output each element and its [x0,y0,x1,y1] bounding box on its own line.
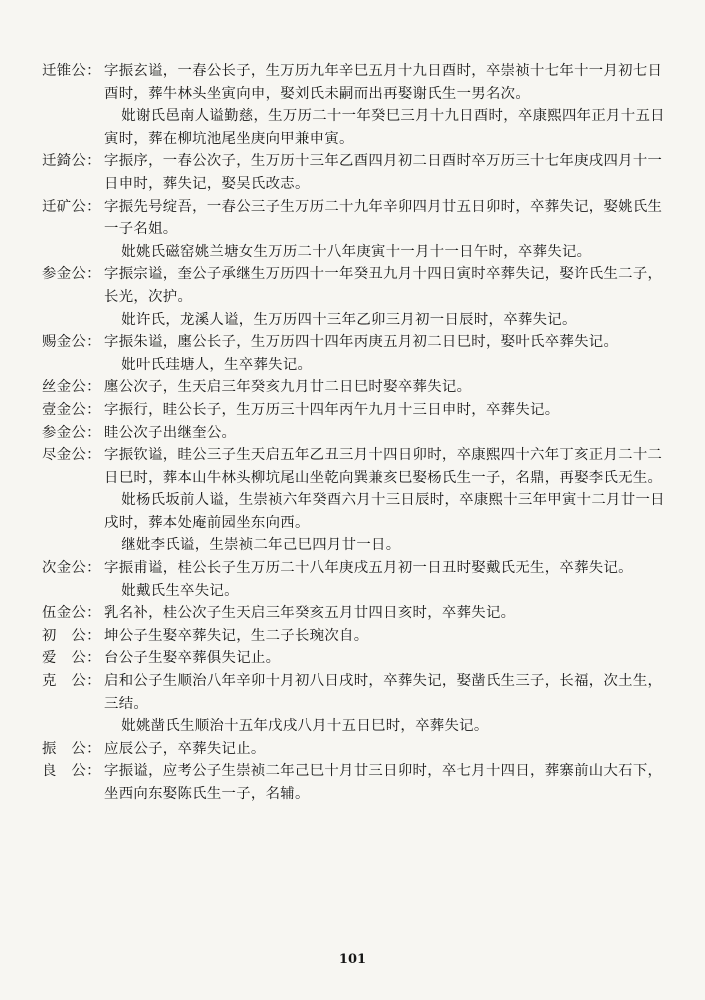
entry-main-line [42,760,674,805]
entry-main-line [42,602,674,625]
genealogy-entry [42,422,674,445]
entry-text: 字振玄谥，一春公长子，生万历九年辛巳五月十九日酉时，卒崇祯十七年十一月初七日酉时，葬牛林头坐寅向申，娶刘氏未嗣而出再娶谢氏生一男名次。 [104,63,663,102]
entry-name: 伍金公： [42,605,101,622]
entry-note: 妣戴氏生卒失记。 [121,582,239,599]
genealogy-entry [42,602,674,625]
entry-main-line [42,263,674,308]
entry-note: 妣叶氏珪塘人，生卒葬失记。 [121,356,313,373]
entry-name: 迁矿公： [42,198,101,215]
entry-name: 迁錡公： [42,153,101,170]
genealogy-entry [42,376,674,399]
entry-text: 廛公次子，生天启三年癸亥九月廿二日巳时娶卒葬失记。 [104,379,472,396]
entry-note: 妣姚凿氏生顺治十五年戊戌八月十五日巳时，卒葬失记。 [121,718,489,735]
entry-name: 次金公： [42,560,101,577]
entry-main-line [42,60,674,105]
entry-name: 良 公： [42,763,101,780]
entry-name: 克 公： [42,673,101,690]
genealogy-entry [42,444,674,557]
entry-main-line [42,196,674,241]
entry-main-line [42,670,674,715]
entry-name: 赐金公： [42,334,101,351]
genealogy-entry [42,760,674,805]
entry-name: 爱 公： [42,650,101,667]
entry-text: 字振先号绽吾，一春公三子生万历二十九年辛卯四月廿五日卯时，卒葬失记，娶姚氏生一子名姐。 [104,198,663,238]
entry-main-line [42,625,674,648]
entry-name: 参金公： [42,266,101,283]
genealogy-entries [42,60,674,806]
entry-text: 字振宗谥，奎公子承继生万历四十一年癸丑九月十四日寅时卒葬失记，娶许氏生二子，长光，次护。 [104,266,663,305]
genealogy-entry [42,647,674,670]
genealogy-entry [42,738,674,761]
genealogy-entry [42,399,674,422]
entry-name: 丝金公： [42,379,101,396]
entry-note: 继妣李氏谥，生崇祯二年己巳四月廿一日。 [121,537,401,554]
genealogy-entry [42,670,674,738]
genealogy-entry [42,557,674,602]
genealogy-entry [42,150,674,195]
entry-note: 妣杨氏坂前人谥，生崇祯六年癸酉六月十三日辰时，卒康熙十三年甲寅十二月廿一日戌时，葬本处庵前园坐东向西。 [104,492,665,531]
entry-main-line [42,331,674,354]
genealogy-entry [42,60,674,150]
entry-text: 字振朱谥，廛公长子，生万历四十四年丙庚五月初二日巳时，娶叶氏卒葬失记。 [104,334,619,351]
entry-main-line [42,557,674,580]
entry-name: 初 公： [42,627,101,644]
entry-note: 妣姚氏磁窑姚兰塘女生万历二十八年庚寅十一月十一日午时，卒葬失记。 [121,243,592,260]
entry-text: 坤公子生娶卒葬失记，生二子长琬次自。 [104,627,369,644]
entry-main-line [42,422,674,445]
entry-text: 字振甫谥，桂公长子生万历二十八年庚戌五月初一日丑时娶戴氏无生，卒葬失记。 [104,560,633,577]
entry-main-line [42,376,674,399]
entry-main-line [42,399,674,422]
entry-main-line [42,647,674,670]
entry-main-line [42,444,674,489]
entry-main-line [42,738,674,761]
entry-main-line [42,150,674,195]
entry-text: 乳名补，桂公次子生天启三年癸亥五月廿四日亥时，卒葬失记。 [104,605,516,622]
entry-text: 字振序，一春公次子，生万历十三年乙酉四月初二日酉时卒万历三十七年庚戌四月十一日申时，葬失记，娶吴氏改志。 [104,153,663,192]
entry-note: 妣许氏，龙溪人谥，生万历四十三年乙卯三月初一日辰时，卒葬失记。 [121,311,577,328]
entry-text: 字振钦谥，眭公三子生天启五年乙丑三月十四日卯时，卒康熙四十六年丁亥正月二十二日巳时，葬本山牛林头柳坑尾山坐乾向巽兼亥巳娶杨氏生一子，名鼎，再娶李氏无生。 [104,447,663,486]
entry-name: 参金公： [42,424,101,441]
page-number: 101 [338,952,367,967]
entry-text: 字振行，眭公长子，生万历三十四年丙午九月十三日申时，卒葬失记。 [104,401,560,418]
entry-text: 字振谥，应考公子生崇祯二年己巳十月廿三日卯时，卒七月十四日，葬寨前山大石下，坐西向东娶陈氏生一子，名辅。 [104,763,663,802]
entry-name: 壹金公： [42,401,101,418]
entry-name: 尽金公： [42,447,101,464]
genealogy-entry [42,331,674,376]
entry-text: 眭公次子出继奎公。 [104,424,237,441]
genealogy-entry [42,196,674,264]
entry-name: 振 公： [42,740,101,757]
genealogy-entry [42,625,674,648]
entry-note: 妣谢氏邑南人谥勤慈，生万历二十一年癸巳三月十九日酉时，卒康熙四年正月十五日寅时，葬在柳坑池尾坐庚向甲兼申寅。 [104,108,665,147]
entry-text: 启和公子生顺治八年辛卯十月初八日戌时，卒葬失记，娶凿氏生三子，长福，次土生，三结。 [104,673,663,712]
entry-text: 应辰公子，卒葬失记止。 [104,740,266,757]
entry-name: 迁锥公： [42,63,101,79]
entry-text: 台公子生娶卒葬俱失记止。 [104,650,281,667]
genealogy-entry [42,263,674,331]
